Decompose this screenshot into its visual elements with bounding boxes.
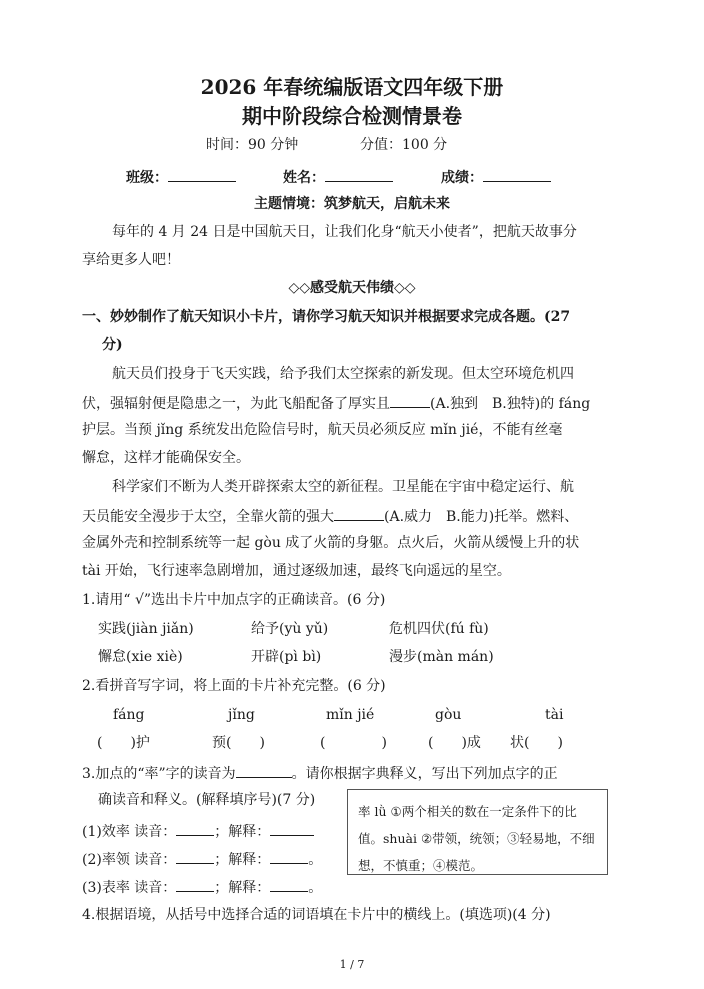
sub1-option-6[interactable]: 漫步(màn mán): [389, 649, 494, 665]
sub3-row-3-explain-label: ；解释：: [214, 880, 271, 896]
sub3-row-1-reading-blank[interactable]: [176, 820, 214, 836]
exam-score: 分值：100 分: [360, 137, 448, 153]
page-title-line2: 期中阶段综合检测情景卷: [242, 104, 462, 128]
sub2-blank-1[interactable]: ( )护: [97, 735, 150, 751]
sub3-row-3-explain-blank[interactable]: [270, 876, 308, 892]
sub3-row-3-reading-blank[interactable]: [176, 876, 214, 892]
page-number: 1 / 7: [339, 958, 365, 971]
section-title: ◇◇感受航天伟绩◇◇: [288, 280, 416, 296]
card-p2-line2: [82, 505, 578, 527]
sub3-row-3-label: (3)表率: [82, 880, 130, 896]
exam-time: 时间：90 分钟: [206, 137, 299, 153]
card-p2-line2-text-a: 天员能安全漫步于太空，全靠火箭的强大: [82, 509, 334, 525]
sub3-reading-blank[interactable]: [236, 762, 292, 778]
sub2-blank-4[interactable]: ( )成: [428, 735, 481, 751]
sub3-row-2: [82, 848, 322, 870]
sub1-option-2[interactable]: 给予(yù yǔ): [251, 621, 329, 637]
class-blank[interactable]: [168, 166, 236, 182]
sub3-row-2-reading-label: 读音：: [134, 852, 177, 868]
sub3-row-1-label: (1)效率: [82, 824, 130, 840]
card-p1-line2: [82, 392, 590, 414]
sub2-blank-3[interactable]: ( ): [320, 735, 387, 751]
sub1-option-4[interactable]: 懈怠(xie xiè): [98, 649, 183, 665]
sub3-title-line2: 确读音和释义。(解释填序号)(7 分): [98, 792, 316, 808]
card-p1-line2-text-a: 伏，强辐射便是隐患之一，为此飞船配备了厚实且: [82, 396, 390, 412]
name-blank[interactable]: [325, 166, 393, 182]
intro-line-1: 每年的 4 月 24 日是中国航天日，让我们化身“航天小使者”，把航天故事分: [112, 224, 577, 240]
name-field[interactable]: [283, 166, 393, 188]
page-title-line1: 2026 年春统编版语文四年级下册: [200, 75, 504, 99]
sub3-row-3-end: 。: [308, 880, 323, 896]
card-p1-line2-text-b: (A.独到 B.独特)的 fáng: [430, 396, 591, 412]
sub3-title-a: 3.加点的“率”字的读音为: [82, 766, 236, 782]
card-p1-line3: 护层。当预 jǐng 系统发出危险信号时，航天员必须反应 mǐn jié，不能有丝毫: [82, 422, 563, 438]
word-choice-blank-1[interactable]: [390, 392, 430, 408]
sub2-blank-2[interactable]: 预( ): [212, 735, 265, 751]
grade-field[interactable]: [441, 166, 551, 188]
sub3-row-2-end: 。: [308, 852, 323, 868]
q1-heading-line2: 分): [102, 337, 123, 353]
card-p1-line4: 懈怠，这样才能确保安全。: [82, 450, 250, 466]
sub2-pinyin-3: mǐn jié: [326, 707, 375, 723]
sub4-title: 4.根据语境，从括号中选择合适的词语填在卡片中的横线上。(填选项)(4 分): [82, 907, 551, 923]
dictionary-definition-box: 率 lǜ ①两个相关的数在一定条件下的比值。shuài ②带领，统领；③轻易地，不细想，不慎重；④模范。: [347, 789, 608, 875]
sub3-row-2-reading-blank[interactable]: [176, 848, 214, 864]
card-p2-line4: tài 开始，飞行速率急剧增加，通过逐级加速，最终飞向遥远的星空。: [82, 563, 511, 579]
intro-line-2: 享给更多人吧！: [82, 252, 180, 268]
sub3-row-2-explain-label: ；解释：: [214, 852, 271, 868]
sub1-option-1[interactable]: 实践(jiàn jiǎn): [98, 621, 194, 637]
sub2-pinyin-4: gòu: [435, 707, 462, 723]
sub1-option-3[interactable]: 危机四伏(fú fù): [389, 621, 489, 637]
name-label: 姓名：: [283, 170, 325, 186]
sub1-title: 1.请用“ √”选出卡片中加点字的正确读音。(6 分): [82, 592, 386, 608]
sub2-title: 2.看拼音写字词，将上面的卡片补充完整。(6 分): [82, 678, 386, 694]
card-p2-line1: 科学家们不断为人类开辟探索太空的新征程。卫星能在宇宙中稳定运行、航: [112, 479, 574, 495]
sub2-pinyin-5: tài: [545, 707, 564, 723]
sub2-pinyin-1: fáng: [113, 707, 145, 723]
theme-line: 主题情境：筑梦航天，启航未来: [254, 196, 450, 212]
class-field[interactable]: [126, 166, 236, 188]
sub3-title-b: 。请你根据字典释义，写出下列加点字的正: [291, 766, 558, 782]
word-choice-blank-2[interactable]: [334, 505, 384, 521]
card-p2-line2-text-b: (A.威力 B.能力)托举。燃料、: [384, 509, 579, 525]
class-label: 班级：: [126, 170, 168, 186]
sub3-row-1-explain-label: ；解释：: [214, 824, 271, 840]
sub3-row-1-reading-label: 读音：: [134, 824, 177, 840]
sub3-row-2-explain-blank[interactable]: [270, 848, 308, 864]
card-p1-line1: 航天员们投身于飞天实践，给予我们太空探索的新发现。但太空环境危机四: [112, 366, 574, 382]
sub2-pinyin-2: jǐng: [228, 707, 255, 723]
sub3-row-1: [82, 820, 314, 842]
sub3-title: [82, 762, 558, 784]
sub3-row-1-explain-blank[interactable]: [270, 820, 314, 836]
sub1-option-5[interactable]: 开辟(pì bì): [251, 649, 322, 665]
sub2-blank-5[interactable]: 状( ): [510, 735, 563, 751]
sub3-row-3-reading-label: 读音：: [134, 880, 177, 896]
grade-blank[interactable]: [483, 166, 551, 182]
sub3-row-3: [82, 876, 322, 898]
q1-heading-line1: 一、妙妙制作了航天知识小卡片，请你学习航天知识并根据要求完成各题。(27: [82, 309, 571, 325]
card-p2-line3: 金属外壳和控制系统等一起 gòu 成了火箭的身躯。点火后，火箭从缓慢上升的状: [82, 535, 580, 551]
grade-label: 成绩：: [441, 170, 483, 186]
sub3-row-2-label: (2)率领: [82, 852, 130, 868]
